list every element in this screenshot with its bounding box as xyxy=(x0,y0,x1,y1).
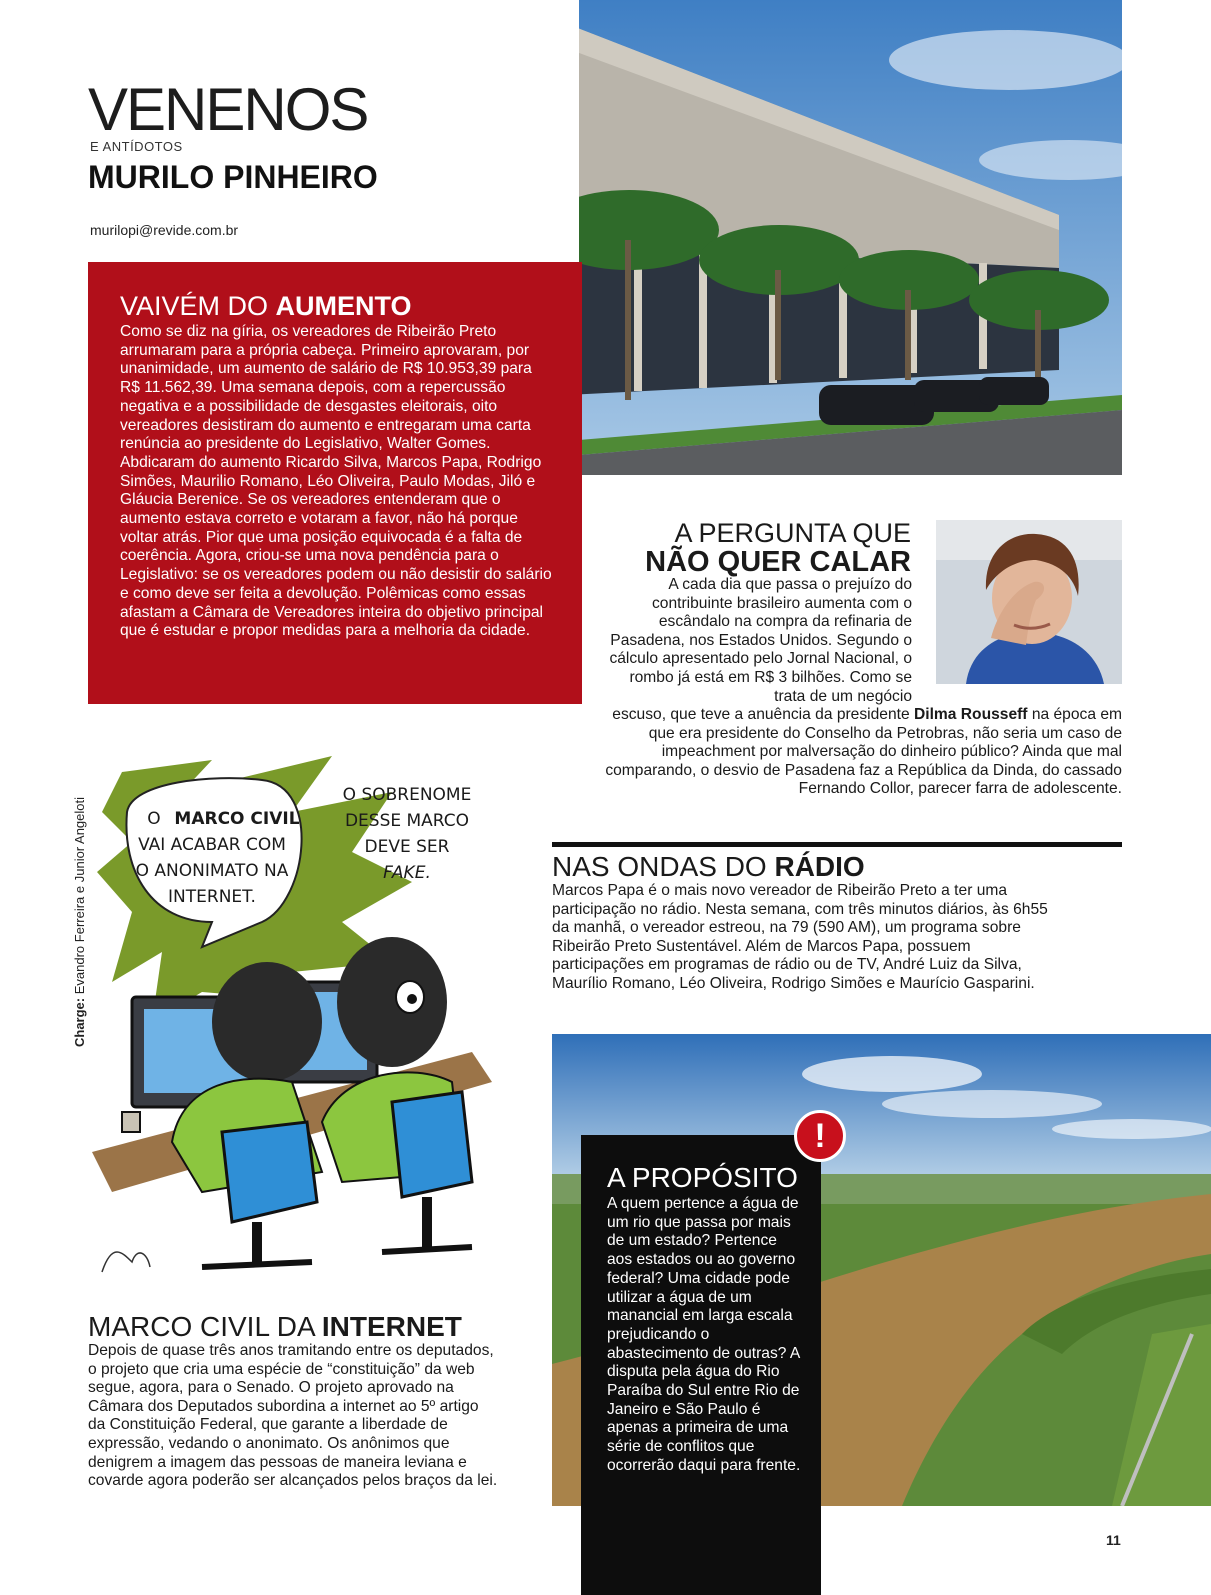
column-subtitle: E ANTÍDOTOS xyxy=(90,139,183,154)
radio-body: Marcos Papa é o mais novo vereador de Ribeirão Preto a ter uma participação no rádio. Nesta semana, com três minutos diários, às 6h55 da manhã, o vereador estreou, na 79 (590 AM), um programa sobre Ribeirão Preto Sustentável. Além de Marcos Papa, possuem participações em programas de rádio ou de TV, André Luiz da Silva, Maurílio Romano, Léo Oliveira, Rodrigo Simões e Maurício Gasparini. xyxy=(552,882,1048,992)
bubble-left-line2: VAI ACABAR COM xyxy=(138,835,286,855)
bubble-left-line4: INTERNET. xyxy=(168,887,256,907)
proposito-heading: A PROPÓSITO xyxy=(607,1162,798,1193)
bubble-left-line1: O xyxy=(147,809,161,829)
proposito-body: A quem pertence a água de um rio que passa por mais de um estado? Pertence aos estados ou ao governo federal? Uma cidade pode utilizar a água de um manancial em larga escala prejudicando o abastecimento de outras? A disputa pela água do Rio Paraíba do Sul entre Rio de Janeiro e São Paulo é apenas a primeira de uma série de conflitos que ocorrerão daqui para frente. xyxy=(607,1195,801,1474)
marco-civil-body: Depois de quase três anos tramitando entre os deputados, o projeto que cria uma espécie de “constituição” da web segue, agora, para o Senado. O projeto aprovado na Câmara dos Deputados subordina a internet ao 5º artigo da Constituição Federal, que garante a liberdade de expressão, vedando o anonimato. Os anônimos que denigrem a imagem das pessoas de maneira leviana e covarde agora poderão ser alcançados pelos braços da lei. xyxy=(88,1342,498,1490)
cartoon-credit: Charge: Evandro Ferreira e Junior Angeloti xyxy=(72,796,87,1047)
bubble-right-line3: DEVE SER xyxy=(364,837,450,857)
aumento-heading: VAIVÉM DO AUMENTO xyxy=(120,291,412,321)
page-number: 11 xyxy=(1106,1532,1121,1548)
proposito-black-box xyxy=(581,1135,821,1595)
pergunta-body-part1: A cada dia que passa o prejuízo do contribuinte brasileiro aumenta com o escândalo na compra da refinaria de Pasadena, nos Estados Unidos. Segundo o cálculo apresentado pelo Jornal Nacional, o rombo já está em R$ 3 bilhões. Como se trata de um negócio xyxy=(609,576,912,705)
bubble-right-line2: DESSE MARCO xyxy=(344,811,470,831)
column-title: VENENOS xyxy=(88,76,368,143)
bubble-right-line1: O SOBRENOME xyxy=(342,785,472,805)
radio-heading: NAS ONDAS DO RÁDIO xyxy=(552,851,865,882)
pergunta-heading-line2: NÃO QUER CALAR xyxy=(645,546,911,578)
author-email[interactable]: murilopi@revide.com.br xyxy=(90,222,239,238)
marco-civil-cartoon xyxy=(92,752,512,1288)
exclamation-icon: ! xyxy=(794,1110,846,1162)
author-name: MURILO PINHEIRO xyxy=(88,159,378,195)
bubble-left-line1b: MARCO CIVIL xyxy=(174,809,300,829)
marco-civil-heading: MARCO CIVIL DA INTERNET xyxy=(88,1311,462,1342)
pergunta-heading-line1: A PERGUNTA QUE xyxy=(674,518,911,548)
bubble-left-line3: O ANONIMATO NA xyxy=(135,861,289,881)
pergunta-body-part2: escuso, que teve a anuência da presidente Dilma Rousseff na época em que era presidente do Conselho da Petrobras, não seria um caso de impeachment por malversação do dinheiro público? Ainda que mal comparando, o desvio de Pasadena faz a República da Dinda, do cassado Fernando Collor, parecer farra de adolescente. xyxy=(605,706,1122,798)
bubble-right-line4: FAKE. xyxy=(383,863,431,883)
radio-section-rule xyxy=(552,842,1122,847)
aumento-red-box xyxy=(88,262,582,704)
aumento-body: Como se diz na gíria, os vereadores de Ribeirão Preto arrumaram para a própria cabeça. Primeiro aprovaram, por unanimidade, um aumento de salário de R$ 10.953,39 para R$ 11.562,39. Uma semana depois, com a repercussão negativa e a possibilidade de desgastes eleitorais, oito vereadores desistiram do aumento e entregaram uma carta renúncia ao presidente do Legislativo, Walter Gomes. Abdicaram do aumento Ricardo Silva, Marcos Papa, Rodrigo Simões, Maurilio Romano, Léo Oliveira, Paulo Modas, Jiló e Gláucia Berenice. Se os vereadores entenderam que o aumento estava correto e votaram a favor, não há porque voltar atrás. Pior que uma posição equivocada é a falta de coerência. Agora, criou-se uma nova pendência para o Legislativo: se os vereadores podem ou não desistir do salário e como deve ser feita a devolução. Polêmicas como essas afastam a Câmara de Vereadores inteira do objetivo principal que é estudar e propor medidas para a melhoria da cidade. xyxy=(120,323,552,640)
dilma-rousseff-photo xyxy=(936,520,1122,684)
